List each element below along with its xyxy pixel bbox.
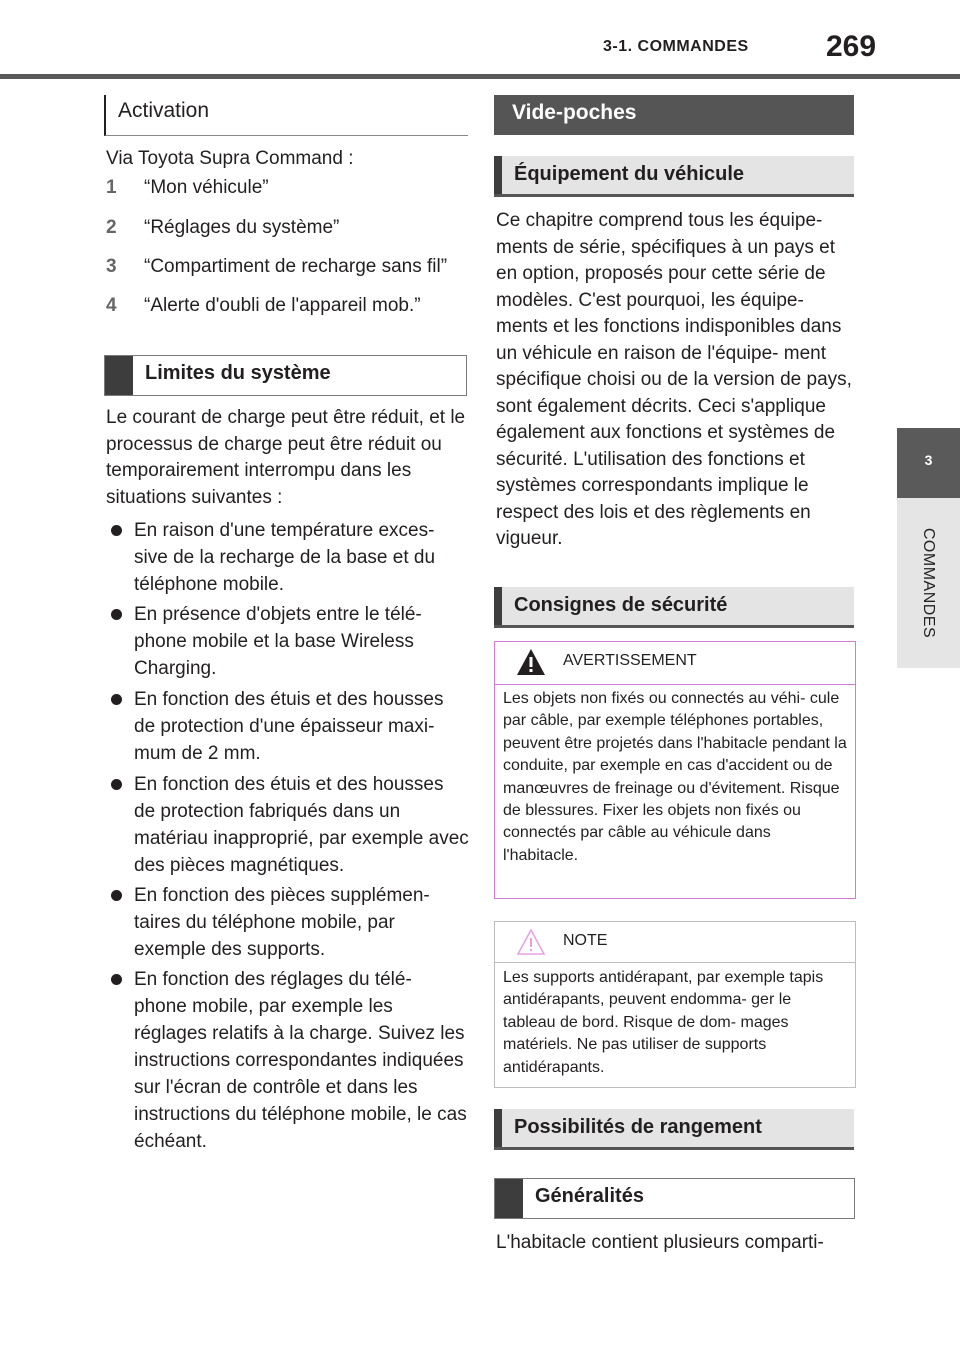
step-text: “Alerte d'oubli de l'appareil mob.” [144, 295, 421, 316]
activation-intro: Via Toyota Supra Command : [106, 148, 354, 169]
bullet-dot [111, 779, 122, 790]
equipement-heading [494, 156, 854, 197]
step-item [106, 295, 468, 321]
generalites-paragraph: L'habitacle contient plusieurs comparti- [496, 1232, 824, 1253]
limits-heading [104, 355, 467, 396]
step-number: 3 [106, 256, 117, 277]
bullet-dot [111, 694, 122, 705]
activation-heading-text: Activation [118, 99, 210, 122]
step-number: 1 [106, 177, 117, 198]
consignes-heading-text: Consignes de sécurité [514, 594, 728, 616]
step-text: “Mon véhicule” [144, 177, 269, 198]
chapter-tab-label: COMMANDES [920, 527, 937, 639]
page-number: 269 [826, 30, 877, 63]
note-box [494, 921, 856, 1088]
warning-box-header [495, 642, 855, 685]
heading-marker [105, 356, 133, 395]
limits-heading-text: Limites du système [145, 362, 331, 384]
note-text: Les supports antidérapant, par exemple tapis antidérapants, peuvent endomma- ger le tableau de bord. Risque de dom- mages matériels. Ne pas utiliser de supports antidérapants. [503, 969, 824, 1076]
caution-triangle-icon [516, 928, 546, 956]
note-box-header [495, 922, 855, 963]
running-header-section: 3-1. COMMANDES [603, 38, 749, 55]
list-item-text: En fonction des étuis et des housses de protection fabriqués dans un matériau inapproprié, par exemple avec des pièces magnétiques. [134, 774, 469, 876]
step-text: “Réglages du système” [144, 217, 340, 238]
activation-heading [104, 95, 468, 136]
bullet-dot [111, 890, 122, 901]
rangement-heading [494, 1109, 854, 1150]
step-text: “Compartiment de recharge sans fil” [144, 256, 448, 277]
equipement-heading-text: Équipement du véhicule [514, 163, 745, 185]
heading-marker [495, 1179, 523, 1218]
step-item [106, 256, 468, 282]
warning-text: Les objets non fixés ou connectés au véhi- cule par câble, par exemple téléphones portables, peuvent être projetés dans l'habitacle pendant la conduite, par exemple en cas d'accident ou de manœuvres de freinage ou d'évitement. Risque de blessures. Fixer les objets non fixés ou connectés par câble au véhicule dans l'habitacle. [503, 690, 847, 864]
consignes-heading [494, 587, 854, 628]
warning-box [494, 641, 856, 899]
step-number: 4 [106, 295, 117, 316]
heading-marker [494, 1109, 502, 1147]
list-item-text: En raison d'une température exces- sive de la recharge de la base et du téléphone mobile. [134, 520, 436, 595]
bullet-dot [111, 609, 122, 620]
bullet-dot [111, 525, 122, 536]
step-number: 2 [106, 217, 117, 238]
warning-title: AVERTISSEMENT [563, 652, 697, 669]
vide-poches-heading-text: Vide-poches [512, 101, 637, 124]
list-item-text: En fonction des étuis et des housses de protection d'une épaisseur maxi- mum de 2 mm. [134, 689, 444, 764]
list-item-text: En fonction des réglages du télé- phone mobile, par exemple les réglages relatifs à la charge. Suivez les instructions correspondantes indiquées sur l'écran de contrôle et dans les instructions du téléphone mobile, le cas échéant. [134, 969, 467, 1152]
chapter-tab-number: 3 [924, 452, 933, 468]
header-rule [0, 74, 960, 79]
equipement-paragraph: Ce chapitre comprend tous les équipe- ments de série, spécifiques à un pays et en option, proposés pour cette série de modèles. C'est pourquoi, les équipe- ments et les fonctions indisponibles dans un véhicule en raison de l'équipe- ment spécifique choisi ou de la version de pays, sont également décrits. Ceci s'applique également aux fonctions et systèmes de sécurité. L'utilisation des fonctions et systèmes correspondants implique le respect des lois et des règlements en vigueur. [496, 210, 852, 549]
warning-triangle-icon [516, 648, 546, 676]
generalites-heading-text: Généralités [535, 1185, 644, 1207]
list-item-text: En présence d'objets entre le télé- phone mobile et la base Wireless Charging. [134, 604, 422, 679]
list-item-text: En fonction des pièces supplémen- taires du téléphone mobile, par exemple des supports. [134, 885, 430, 960]
heading-marker [494, 587, 502, 625]
generalites-heading [494, 1178, 855, 1219]
limits-intro: Le courant de charge peut être réduit, et le processus de charge peut être réduit ou temporairement interrompu dans les situations suivantes : [106, 407, 466, 508]
rangement-heading-text: Possibilités de rangement [514, 1116, 762, 1138]
bullet-dot [111, 974, 122, 985]
heading-marker [494, 156, 502, 194]
step-item [106, 177, 468, 203]
step-item [106, 217, 468, 243]
note-title: NOTE [563, 932, 608, 949]
vide-poches-heading [494, 95, 854, 135]
